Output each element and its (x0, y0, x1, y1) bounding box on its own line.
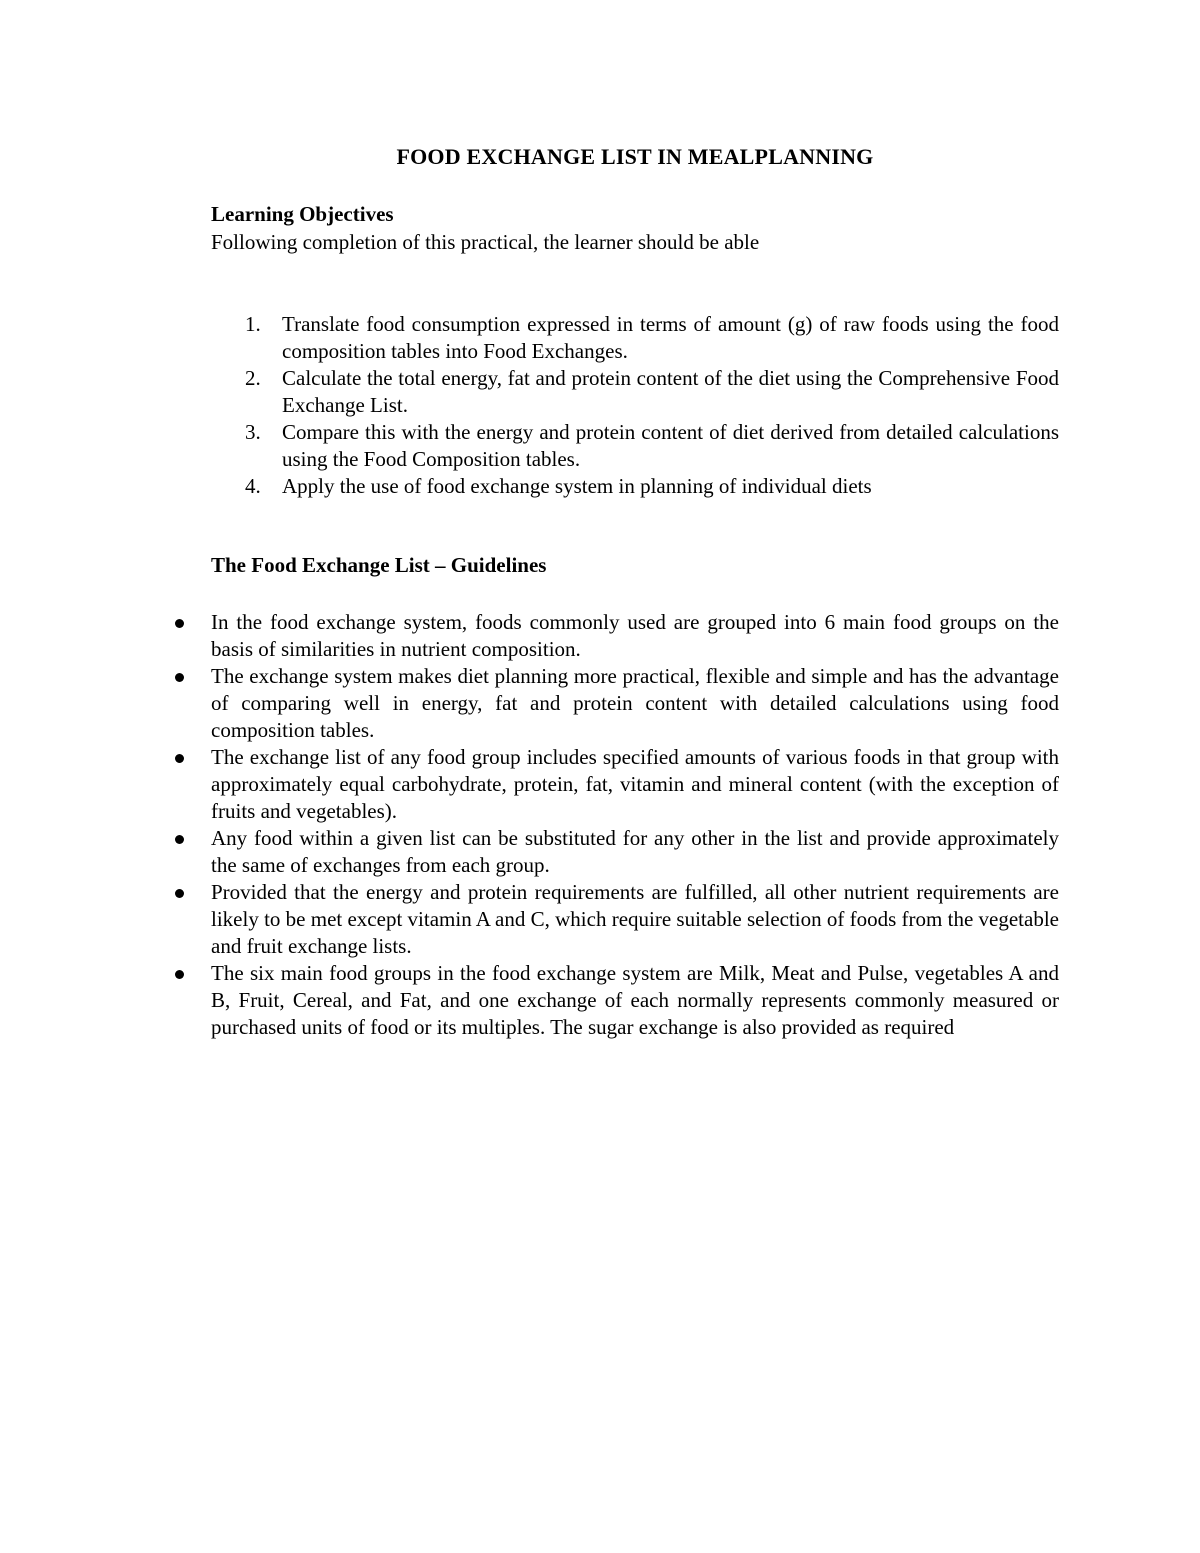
bullet-icon (175, 835, 184, 844)
bullet-icon (175, 970, 184, 979)
objective-text: Calculate the total energy, fat and protein content of the diet using the Comprehensive Food Exchange List. (282, 366, 1059, 417)
bullet-icon (175, 619, 184, 628)
guideline-text: Provided that the energy and protein requirements are fulfilled, all other nutrient requirements are likely to be met except vitamin A and C, which require suitable selection of foods from the vegetable and fruit exchange lists. (211, 880, 1059, 958)
objective-text: Apply the use of food exchange system in planning of individual diets (282, 474, 872, 498)
objective-number: 2. (245, 366, 261, 390)
bullet-icon (175, 889, 184, 898)
objective-text: Compare this with the energy and protein content of diet derived from detailed calculations using the Food Composition tables. (282, 420, 1059, 471)
objective-number: 3. (245, 420, 261, 444)
guideline-text: The six main food groups in the food exchange system are Milk, Meat and Pulse, vegetables A and B, Fruit, Cereal, and Fat, and one exchange of each normally represents commonly measured or purchased units of food or its multiples. The sugar exchange is also provided as required (211, 961, 1059, 1039)
guideline-text: Any food within a given list can be substituted for any other in the list and provide approximately the same of exchanges from each group. (211, 826, 1059, 877)
bullet-icon (175, 754, 184, 763)
objective-text: Translate food consumption expressed in terms of amount (g) of raw foods using the food composition tables into Food Exchanges. (282, 312, 1059, 363)
guideline-item (170, 960, 1059, 1041)
objective-number: 1. (245, 312, 261, 336)
guideline-item (170, 609, 1059, 663)
document-title: FOOD EXCHANGE LIST IN MEALPLANNING (396, 144, 874, 169)
objective-number: 4. (245, 474, 261, 498)
objective-item (245, 365, 1059, 419)
guideline-item (170, 744, 1059, 825)
objective-item (245, 473, 1059, 500)
guidelines-heading: The Food Exchange List – Guidelines (211, 553, 547, 577)
learning-objectives-heading: Learning Objectives (211, 202, 394, 226)
objectives-list (245, 311, 1059, 500)
guideline-text: The exchange system makes diet planning more practical, flexible and simple and has the advantage of comparing well in energy, fat and protein content with detailed calculations using food composition tables. (211, 664, 1059, 742)
objective-item (245, 419, 1059, 473)
bullet-icon (175, 673, 184, 682)
guideline-text: The exchange list of any food group includes specified amounts of various foods in that group with approximately equal carbohydrate, protein, fat, vitamin and mineral content (with the exception of fruits and vegetables). (211, 745, 1059, 823)
guideline-item (170, 663, 1059, 744)
guidelines-list (170, 609, 1059, 1041)
learning-objectives-intro: Following completion of this practical, the learner should be able (211, 230, 760, 254)
guideline-item (170, 879, 1059, 960)
guideline-text: In the food exchange system, foods commonly used are grouped into 6 main food groups on the basis of similarities in nutrient composition. (211, 610, 1059, 661)
guideline-item (170, 825, 1059, 879)
objective-item (245, 311, 1059, 365)
